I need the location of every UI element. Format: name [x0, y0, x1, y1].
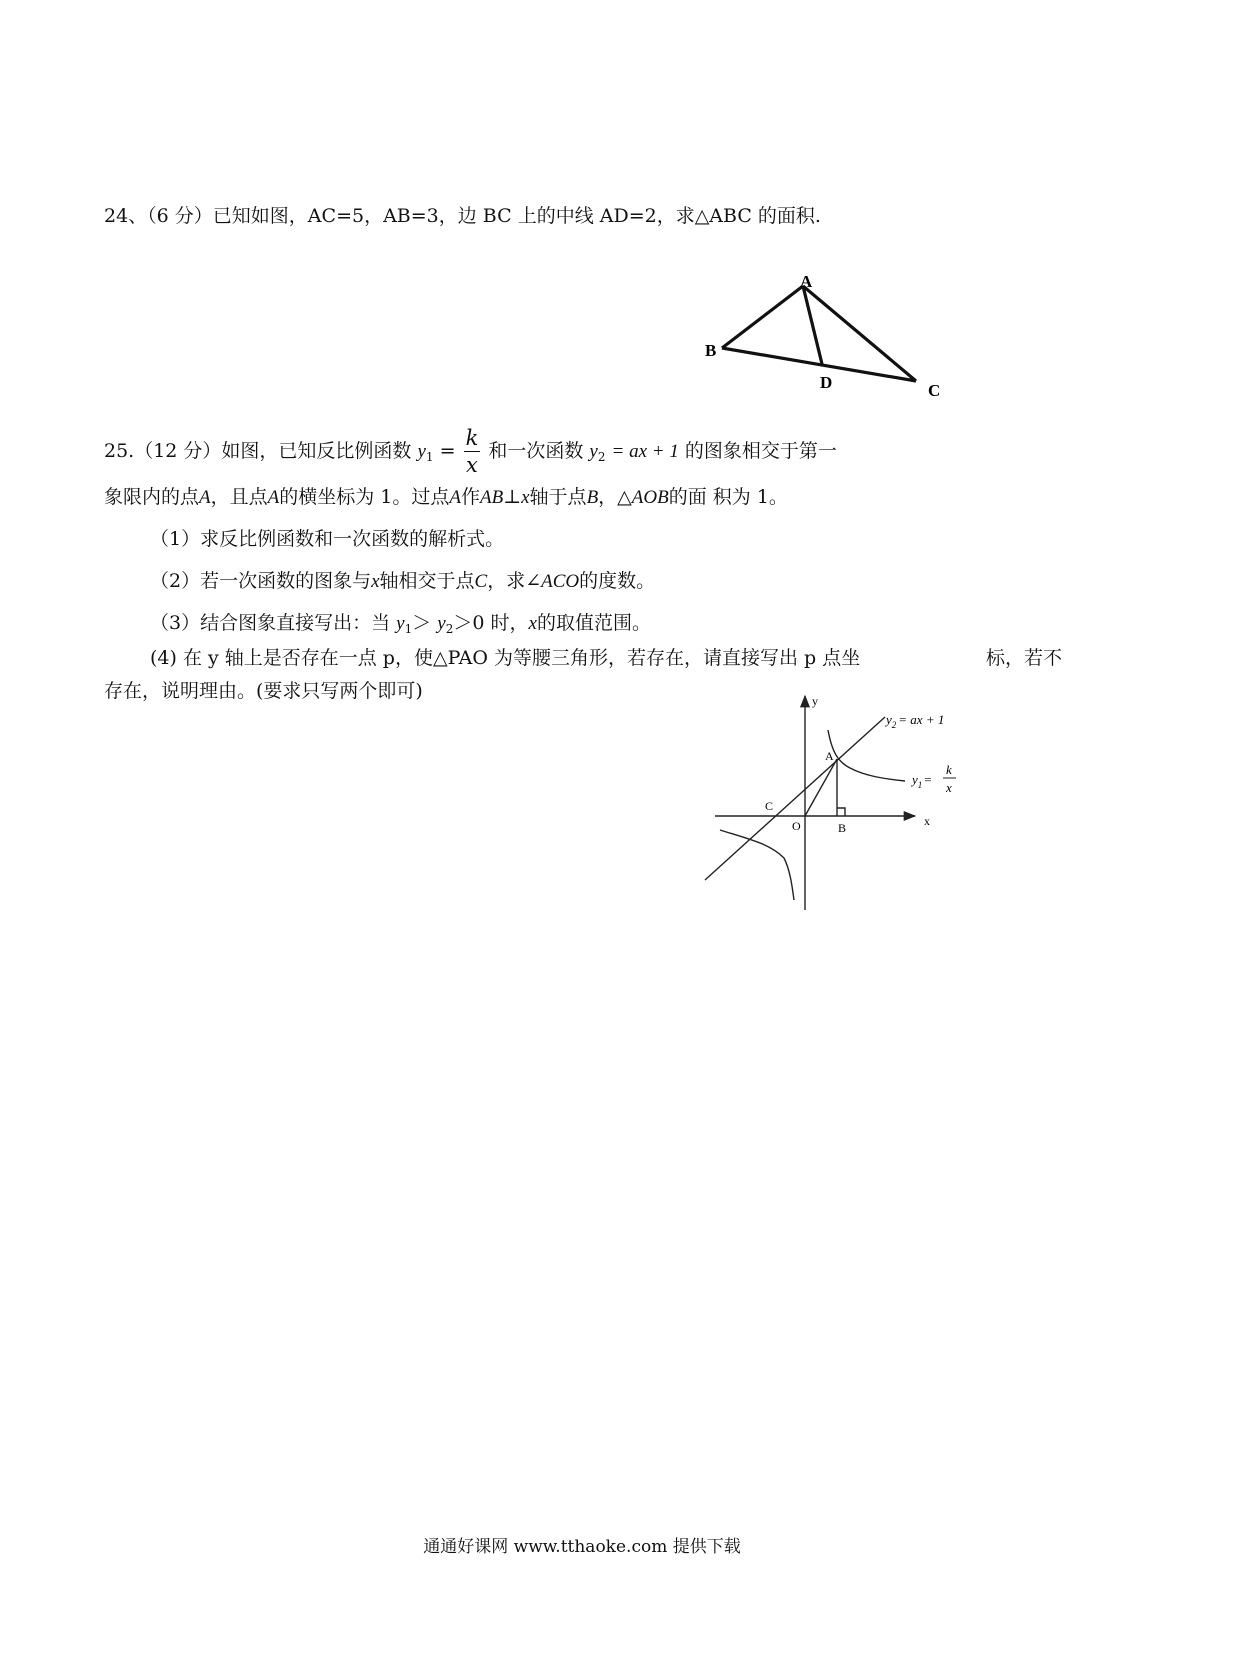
sub-question-4-line-1: (4) 在 y 轴上是否存在一点 p，使△PAO 为等腰三角形，若存在，请直接写出 p 点坐: [150, 647, 861, 669]
sq2-c: C: [474, 571, 488, 592]
linear-function-line: [705, 717, 885, 880]
sq3-gt-zero: ＞0 时，: [453, 612, 529, 634]
point-a: A: [199, 487, 211, 508]
sub-question-3: [150, 611, 651, 641]
axis-label-x: x: [924, 814, 930, 828]
point-label-d: D: [820, 373, 833, 392]
sq2-part-3: ，求∠: [487, 570, 542, 592]
sq3-sub-2: 2: [445, 622, 454, 636]
sq3-gt: ＞: [412, 612, 432, 634]
linear-function-label: $y_2$ = ax + 1: [886, 712, 945, 730]
q25-l2-part-4: 作: [461, 486, 481, 508]
hyperbola-branch-2: [720, 830, 794, 900]
origin-label-o: O: [792, 819, 801, 833]
sq3-part-1: （3）结合图象直接写出：当: [150, 612, 391, 634]
sq2-angle: ACO: [541, 571, 580, 592]
sq3-part-2: 的取值范围。: [536, 612, 651, 634]
question-24-text: 24、（6 分）已知如图，AC=5，AB=3，边 BC 上的中线 AD=2，求△ABC 的面积.: [104, 205, 821, 227]
fraction-numerator: k: [465, 426, 479, 450]
q25-l2-part-6: 轴于点: [529, 486, 587, 508]
sub-question-4-line-1-end: 标，若不: [986, 647, 1063, 669]
eq-sign-1: =: [439, 440, 456, 462]
q25-intro: 25.（12 分）如图，已知反比例函数: [104, 440, 412, 462]
svg-text:x: x: [946, 780, 952, 795]
axis-label-y: y: [812, 694, 818, 708]
q25-l2-part-1: 象限内的点: [104, 486, 200, 508]
vertex-label-c: C: [928, 381, 941, 400]
vertex-label-a: A: [800, 272, 813, 291]
page-footer: 通通好课网 www.tthaoke.com 提供下载: [423, 1537, 741, 1557]
sq2-part-2: 轴相交于点: [379, 570, 475, 592]
sub-question-2: [150, 569, 655, 594]
y1-var: y: [417, 441, 426, 462]
segment-ac: [803, 286, 916, 381]
sq3-y2: y: [437, 613, 446, 634]
linear-rhs: = ax + 1: [611, 441, 679, 462]
inverse-function-label: [910, 762, 956, 795]
segment-ab: [722, 286, 803, 348]
sq3-sub-1: 1: [404, 622, 413, 636]
triangle-figure: [700, 268, 960, 408]
fraction-k-over-x: [464, 428, 481, 476]
q25-mid-text: 和一次函数: [488, 440, 584, 462]
perp-sign: ⊥: [503, 486, 522, 508]
y2-var: y: [589, 441, 598, 462]
segment-ab-text: AB: [480, 487, 504, 508]
svg-text:k: k: [946, 762, 952, 777]
question-25-line-1: [104, 423, 837, 479]
point-a-3: A: [449, 487, 461, 508]
y2-sub: 2: [597, 450, 606, 464]
segment-oa: [805, 759, 837, 816]
sq3-y1: y: [396, 613, 405, 634]
point-label-a-graph: A: [825, 749, 834, 763]
sq2-part-1: （2）若一次函数的图象与: [150, 570, 372, 592]
q25-l2-part-3: 的横坐标为 1。过点: [279, 486, 450, 508]
svg-text:y1=: $y_1$ =: [912, 772, 932, 790]
q25-l2-part-2: ，且点: [210, 486, 268, 508]
triangle-aob: AOB: [631, 487, 669, 508]
sq3-x: x: [528, 613, 537, 634]
q25-l2-part-8: 的面 积为 1。: [668, 486, 788, 508]
x-var: x: [521, 487, 530, 508]
sq2-x: x: [371, 571, 380, 592]
point-a-2: A: [267, 487, 280, 508]
function-graph-figure: [700, 690, 970, 915]
vertex-label-b: B: [705, 341, 717, 360]
point-b: B: [586, 487, 599, 508]
q25-line1-end: 的图象相交于第一: [684, 440, 837, 462]
q25-l2-part-7: ，△: [598, 486, 632, 508]
sub-question-1: （1）求反比例函数和一次函数的解析式。: [150, 528, 505, 550]
right-angle-mark: [837, 808, 845, 816]
hyperbola-branch-1: [828, 730, 905, 781]
fraction-denominator: x: [466, 453, 478, 477]
point-label-c-graph: C: [765, 799, 774, 813]
sq2-part-4: 的度数。: [579, 570, 656, 592]
point-label-b-graph: B: [838, 821, 847, 835]
question-25-line-2: [104, 485, 788, 510]
sub-question-4-line-2: 存在，说明理由。(要求只写两个即可): [104, 680, 423, 702]
y1-sub: 1: [425, 450, 434, 464]
